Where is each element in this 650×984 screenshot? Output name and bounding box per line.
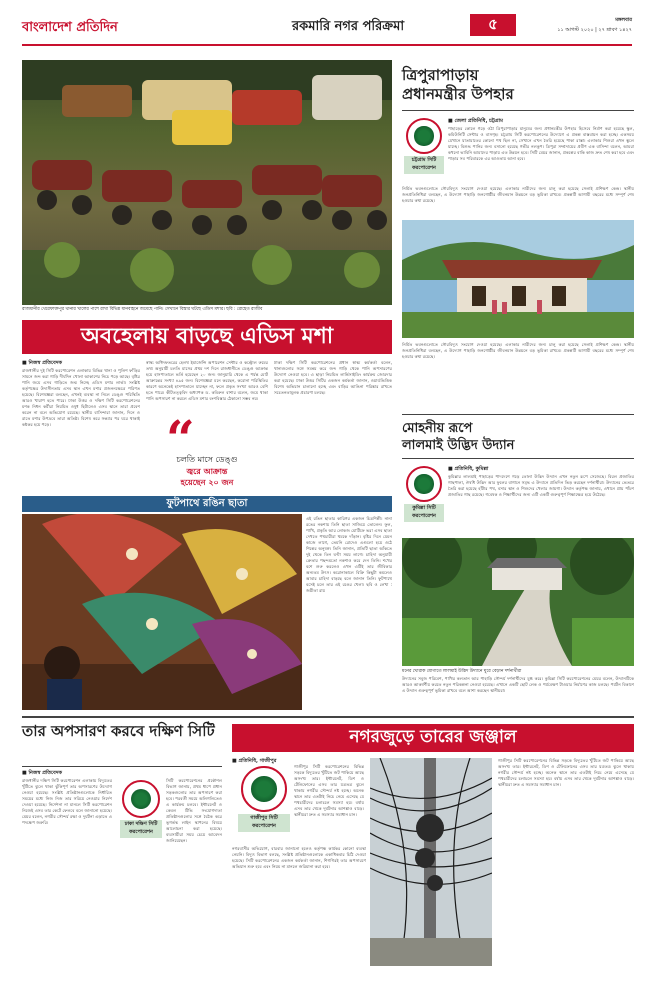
dengue-headline-box: [22, 320, 392, 354]
wire-jungle-photo: [370, 758, 492, 966]
gazipur-city-logo-icon: [241, 766, 287, 812]
lalmai-photo-caption: মনের খোরাক যোগাতে লালমাই উদ্ভিদ উদ্যানে ঘুরে বেড়ান দর্শনার্থীরা: [402, 669, 522, 674]
lalmai-logo: [404, 466, 444, 522]
section-title: রকমারি নগর পরিক্রমা: [292, 19, 405, 34]
wires-rule: [22, 766, 222, 767]
dengue-photo: [22, 60, 392, 305]
wire-jungle-logo-caption: গাজীপুর সিটি করপোরেশন: [238, 814, 290, 832]
lalmai-top-rule: [402, 414, 634, 415]
pull-quote-line2: জ্বরে আক্রান্ত: [186, 467, 228, 476]
tripura-photo: [402, 220, 634, 338]
page-number: ৫: [488, 14, 498, 33]
umbrella-illustration: [22, 514, 302, 710]
lalmai-rule: [402, 458, 634, 459]
wires-logo: [120, 780, 162, 840]
lalmai-byline: ■ প্রতিনিধি, কুমিল্লা: [448, 466, 489, 472]
wire-jungle-logo: [238, 766, 290, 836]
tripura-headline-line1: ত্রিপুরাপাড়ায়: [402, 66, 479, 84]
lalmai-headline: [402, 420, 634, 454]
umbrella-headline-box: [22, 496, 392, 512]
junk-vehicles-illustration: [22, 60, 392, 305]
page-number-box: [470, 14, 516, 36]
tripura-logo-caption: চট্টগ্রাম সিটি করপোরেশন: [404, 156, 444, 174]
wires-byline: ■ নিজস্ব প্রতিবেদক: [22, 770, 62, 776]
masthead: [22, 14, 632, 44]
masthead-rule: [22, 44, 632, 46]
wires-text: রাজধানীর দক্ষিণ সিটি করপোরেশন এলাকায় বিদ্যুতের খুঁটিতে ঝুলে থাকা ঝুঁকিপূর্ণ তার অপসারণের উদ্যোগ নেওয়া হয়েছে। সংশ্লিষ্ট প্রতিষ্ঠানগুলোকে নির্ধারিত সময়ের মধ্যে নিজ নিজ তার সরিয়ে নেওয়ার নির্দেশ দেওয়া হয়েছে। নির্দেশনা না মানলে সিটি করপোরেশন নিজেই এসব তার কেটে ফেলবে বলে জানানো হয়েছে। মেয়র বলেন, নগরীর সৌন্দর্য রক্ষা ও দুর্ঘটনা এড়াতে এ পদক্ষেপ জরুরি।: [22, 778, 112, 825]
wire-jungle-headline: নগরজুড়ে তারের জঞ্জাল: [349, 727, 517, 747]
umbrella-photo: [22, 514, 302, 710]
bottom-section-rule: [22, 716, 634, 718]
dengue-byline: ■ নিজস্ব প্রতিবেদক: [22, 360, 62, 366]
tripura-headline-line2: প্রধানমন্ত্রীর উপহার: [402, 85, 514, 103]
dengue-text-col1: রাজধানীর দুই সিটি করপোরেশন এলাকায় বিভিন্ন থানা ও পুলিশ ফাঁড়ির সামনে জব্দ করা গাড়ি দীর্ঘদিন খোলা আকাশের নিচে পড়ে আছে। বৃষ্টির পানি জমে এসব গাড়িতে জন্ম নিচ্ছে এডিস মশার লার্ভা। সংশ্লিষ্ট কর্তৃপক্ষের উদাসীনতায় এসব স্থান এখন মশার প্রজননক্ষেত্রে পরিণত হয়েছে। বিশেষজ্ঞরা বলছেন, এখনই ব্যবস্থা না নিলে ডেঙ্গু পরিস্থিতি আরও খারাপ হতে পারে। ঢাকা উত্তর ও দক্ষিণ সিটি করপোরেশনের মশক নিধন কর্মীরা নিয়মিত ওষুধ ছিটালেও এসব স্থানে তারা প্রবেশ করেন না বলে অভিযোগ রয়েছে। স্থানীয় বাসিন্দারা জানান, দিনে ও রাতে মশার উপদ্রবে তারা অতিষ্ঠ। বিশেষ করে সন্ধ্যার পর ঘরে থাকাই কষ্টকর হয়ে পড়ে।: [22, 368, 140, 427]
cumilla-city-logo-icon: [406, 466, 442, 502]
tripura-house-illustration: [402, 220, 634, 338]
tripura-text: পাহাড়ের কোলে গড়ে ওঠা ত্রিপুরাপাড়ার মানুষের জন্য প্রধানমন্ত্রীর উপহার হিসেবে নির্মাণ করা হয়েছে স্কুল, কমিউনিটি সেন্টার ও বাসগৃহ। চট্টগ্রাম সিটি করপোরেশনের উদ্যোগে এ প্রকল্প বাস্তবায়ন করা হচ্ছে। একসময় যেখানে যাতায়াতের কোনো পথ ছিল না, সেখানে এখন তৈরি হয়েছে পাকা রাস্তা। এলাকার শিশুরা এখন স্কুলে যাচ্ছে। বিশুদ্ধ পানির জন্য বসানো হয়েছে গভীর নলকূপ। ত্রিপুরা সম্প্রদায়ের প্রবীণ এক বাসিন্দা বলেন, আমরা কখনো ভাবিনি আমাদের পাড়ায় এত উন্নয়ন হবে। সিটি মেয়র জানান, প্রকল্পের বাকি কাজ দ্রুত শেষ করা হবে এবং পাড়ার সব পরিবারকে এর আওতায় আনা হবে।: [448, 126, 634, 161]
wire-jungle-text: গাজীপুর সিটি করপোরেশনের বিভিন্ন সড়কে বিদ্যুতের খুঁটিতে জট পাকিয়ে আছে অসংখ্য তার। ইন্টারনেট, ডিশ ও টেলিফোনের এসব তার যত্রতত্র ঝুলে থাকায় নগরীর সৌন্দর্য নষ্ট হচ্ছে। অনেক স্থানে তার এতটাই নিচে নেমে এসেছে যে পথচারীদের চলাচলে সমস্যা হয়। বর্ষায় এসব তার থেকে দুর্ঘটনার আশঙ্কাও বাড়ে। স্থানীয়রা দ্রুত এ সমস্যার সমাধান চান।: [294, 764, 364, 817]
dhaka-south-city-logo-icon: [122, 780, 160, 818]
dengue-pull-quote: [146, 409, 268, 490]
chattogram-city-logo-icon: [406, 118, 442, 154]
tripura-text-full: নির্মিত ভবনগুলোতে সৌরবিদ্যুৎ সংযোগ দেওয়া হয়েছে। এলাকার নারীদের জন্য চালু করা হয়েছে সেলাই প্রশিক্ষণ কেন্দ্র। স্থানীয় জনপ্রতিনিধিরা বলছেন, এ উদ্যোগ পাহাড়ি জনগোষ্ঠীর জীবনমান উন্নয়নে বড় ভূমিকা রাখবে। প্রকল্পটি আগামী বছরের মধ্যে সম্পূর্ণ শেষ হওয়ার কথা রয়েছে।: [402, 186, 634, 203]
lalmai-headline-line2: লালমাই উদ্ভিদ উদ্যান: [402, 438, 515, 453]
masthead-day: মঙ্গলবার: [615, 17, 632, 23]
lalmai-text-2: উদ্যানের সবুজ পরিবেশ, পাখির কলতান আর পাহাড়ি সৌন্দর্য দর্শনার্থীদের মুগ্ধ করে। কুমিল্লা সিটি করপোরেশনের মেয়র বলেন, উদ্যানটিকে আরও আকর্ষণীয় করতে নতুন পরিকল্পনা নেওয়া হয়েছে। এখানে একটি ছোট লেক ও পর্যবেক্ষণ টাওয়ার নির্মাণের কাজ চলছে। পর্যটন বিকাশে এ উদ্যান গুরুত্বপূর্ণ ভূমিকা রাখবে বলে আশা করছেন স্থানীয়রা।: [402, 676, 634, 693]
tangled-wires-illustration: [370, 758, 492, 966]
wires-logo-caption: ঢাকা দক্ষিণ সিটি করপোরেশন: [120, 820, 162, 838]
tripura-byline: ■ জেলা প্রতিনিধি, চট্টগ্রাম: [448, 118, 503, 124]
umbrella-headline: ফুটপাথে রঙিন ছাতা: [166, 497, 248, 509]
lalmai-logo-caption: কুমিল্লা সিটি করপোরেশন: [404, 504, 444, 522]
masthead-date: ১১ আগস্ট ২০২০ | ২৭ শ্রাবণ ১৪২৭: [557, 27, 632, 33]
lalmai-garden-illustration: [402, 538, 634, 666]
pull-quote-line1: চলতি মাসে ডেঙ্গু: [176, 455, 238, 464]
wire-jungle-byline: ■ প্রতিনিধি, গাজীপুর: [232, 758, 277, 764]
tripura-rule: [402, 110, 634, 111]
lalmai-headline-line1: মোহনীয় রূপে: [402, 421, 473, 436]
lalmai-text: কুমিল্লার লালমাই পাহাড়ের পাদদেশে গড়ে তোলা উদ্ভিদ উদ্যান এখন নতুন রূপে সেজেছে। বিরল প্রজাতির গাছপালা, ঔষধি উদ্ভিদ আর ফুলের বাগানে সমৃদ্ধ এ উদ্যানে প্রতিদিন ভিড় করছেন দর্শনার্থীরা। উদ্যানের ভেতরে তৈরি করা হয়েছে হাঁটার পথ, বসার স্থান ও শিশুদের খেলার জায়গা। উদ্যান কর্তৃপক্ষ জানায়, এখানে প্রায় পাঁচশ প্রজাতির গাছ রয়েছে। গবেষক ও শিক্ষার্থীদের জন্য এটি একটি গুরুত্বপূর্ণ শিক্ষাক্ষেত্র হয়ে উঠেছে।: [448, 474, 634, 497]
wires-headline-text: তার অপসারণ করবে দক্ষিণ সিটি: [22, 722, 215, 740]
wires-headline: [22, 722, 222, 741]
wire-jungle-text-3: গাজীপুর সিটি করপোরেশনের বিভিন্ন সড়কে বিদ্যুতের খুঁটিতে জট পাকিয়ে আছে অসংখ্য তার। ইন্টারনেট, ডিশ ও টেলিফোনের এসব তার যত্রতত্র ঝুলে থাকায় নগরীর সৌন্দর্য নষ্ট হচ্ছে। অনেক স্থানে তার এতটাই নিচে নেমে এসেছে যে পথচারীদের চলাচলে সমস্যা হয়। বর্ষায় এসব তার থেকে দুর্ঘটনার আশঙ্কাও বাড়ে। স্থানীয়রা দ্রুত এ সমস্যার সমাধান চান।: [498, 758, 634, 787]
wires-text-2: সিটি করপোরেশনের প্রকৌশল বিভাগ জানায়, প্রথম ধাপে প্রধান সড়কগুলোর তার অপসারণ করা হবে। পরবর্তী সময়ে অলিগলিতেও এ কার্যক্রম চলবে। ইন্টারনেট ও কেবল টিভি সংযোগদাতা প্রতিষ্ঠানগুলোর সঙ্গে বৈঠক করে ভূগর্ভস্থ লাইন স্থাপনের বিষয়ে আলোচনা করা হয়েছে। ব্যবসায়ীরা সময় চেয়ে আবেদন জানিয়েছেন।: [166, 778, 222, 843]
dengue-headline: অবহেলায় বাড়ছে এডিস মশা: [80, 322, 334, 349]
wire-jungle-text-2: নগরবাসীর অভিযোগ, বারবার জানানো হলেও কর্তৃপক্ষ কার্যকর কোনো ব্যবস্থা নেয়নি। বিদ্যুৎ বিভাগ বলছে, সংশ্লিষ্ট প্রতিষ্ঠানগুলোকে একাধিকবার চিঠি দেওয়া হয়েছে। সিটি করপোরেশনের একজন কর্মকর্তা জানান, শিগগিরই তার অপসারণে অভিযান শুরু হবে এবং নিয়ম না মানলে জরিমানা করা হবে।: [232, 846, 366, 869]
dengue-text-col2: স্বাস্থ্য অধিদফতরের হেলথ ইমার্জেন্সি অপারেশন সেন্টার ও কন্ট্রোল রুমের তথ্য অনুযায়ী চলতি মাসের প্রথম দশ দিনে রাজধানীতে ডেঙ্গু আক্রান্ত হয়ে হাসপাতালে ভর্তি হয়েছেন ২০ জন। জানুয়ারি থেকে এ পর্যন্ত মোট আক্রান্তের সংখ্যা ৪৯৫ জন। বিশেষজ্ঞরা মনে করছেন, করোনা পরিস্থিতির কারণে অনেকেই হাসপাতালে যাচ্ছেন না, ফলে প্রকৃত সংখ্যা আরও বেশি হতে পারে। কীটতত্ত্ববিদ অধ্যাপক ড. কবিরুল বাশার বলেন, জমে থাকা পানি অপসারণ না করলে এডিস মশার বংশবিস্তার ঠেকানো সম্ভব নয়।: [146, 360, 268, 401]
wire-jungle-headline-box: [232, 724, 634, 752]
umbrella-text: এই রঙিন ছাতার কারিগর একজন চিত্রশিল্পী। নানা রঙের নকশায় তিনি ছাতা সাজিয়ে তোলেন। ফুল, পাখি, প্রকৃতি আর লোকজ মোটিফে ভরা এসব ছাতা দেখতে পথচারীরা থমকে দাঁড়ান। বৃষ্টির দিনে যেমন কাজে লাগে, তেমনি রোদেও এগুলো হয়ে ওঠে শিল্পের অনুষঙ্গ। তিনি জানান, প্রতিটি ছাতা আঁকতে দুই থেকে তিন ঘণ্টা সময় লাগে। চাহিদা অনুযায়ী ক্রেতার পছন্দমতো নকশাও করে দেন তিনি। শখের বশে শুরু করলেও এখন এটিই তার জীবিকার অন্যতম উৎস। করোনাকালে বিক্রি কিছুটা কমলেও আবার চাহিদা বাড়ছে বলে জানান তিনি। ফুটপাথে বসেই চলে তার এই রঙের খেলা। ছবি ও লেখা : জয়ীতা রায়: [306, 516, 392, 593]
tripura-logo: [404, 118, 444, 174]
quote-mark-icon: “: [166, 409, 195, 468]
newspaper-logo: বাংলাদেশ প্রতিদিন: [22, 20, 118, 35]
lalmai-photo: [402, 538, 634, 666]
dengue-photo-caption: রাজধানীর থেরেফাক্তপুর থানার খালের পাশে রাখা বিভিন্ন যানবাহনে জমেছে পানি। সেখানে বিস্তার ঘটছে এডিস মশার। ছবি : রোহেত রাজীব: [22, 307, 263, 312]
tripura-text-2: নির্মিত ভবনগুলোতে সৌরবিদ্যুৎ সংযোগ দেওয়া হয়েছে। এলাকার নারীদের জন্য চালু করা হয়েছে সেলাই প্রশিক্ষণ কেন্দ্র। স্থানীয় জনপ্রতিনিধিরা বলছেন, এ উদ্যোগ পাহাড়ি জনগোষ্ঠীর জীবনমান উন্নয়নে বড় ভূমিকা রাখবে। প্রকল্পটি আগামী বছরের মধ্যে সম্পূর্ণ শেষ হওয়ার কথা রয়েছে।: [402, 342, 634, 359]
dengue-text-col3: ঢাকা দক্ষিণ সিটি করপোরেশনের প্রধান স্বাস্থ্য কর্মকর্তা বলেন, থানাগুলোর সঙ্গে সমন্বয় করে জব্দ গাড়ি থেকে পানি অপসারণের উদ্যোগ নেওয়া হবে। এ ছাড়া নিয়মিত লার্ভিসাইডিং কার্যক্রম জোরদার করা হয়েছে। ঢাকা উত্তর সিটির একজন কর্মকর্তা জানান, ওয়ার্ডভিত্তিক বিশেষ অভিযান চালানো হচ্ছে এবং বাড়ির আঙিনা পরিষ্কার রাখতে সচেতনতামূলক প্রচারণা চলছে।: [274, 360, 392, 395]
pull-quote-line3: হয়েছেন ২০ জন: [180, 478, 234, 487]
tripura-headline: [402, 66, 634, 104]
